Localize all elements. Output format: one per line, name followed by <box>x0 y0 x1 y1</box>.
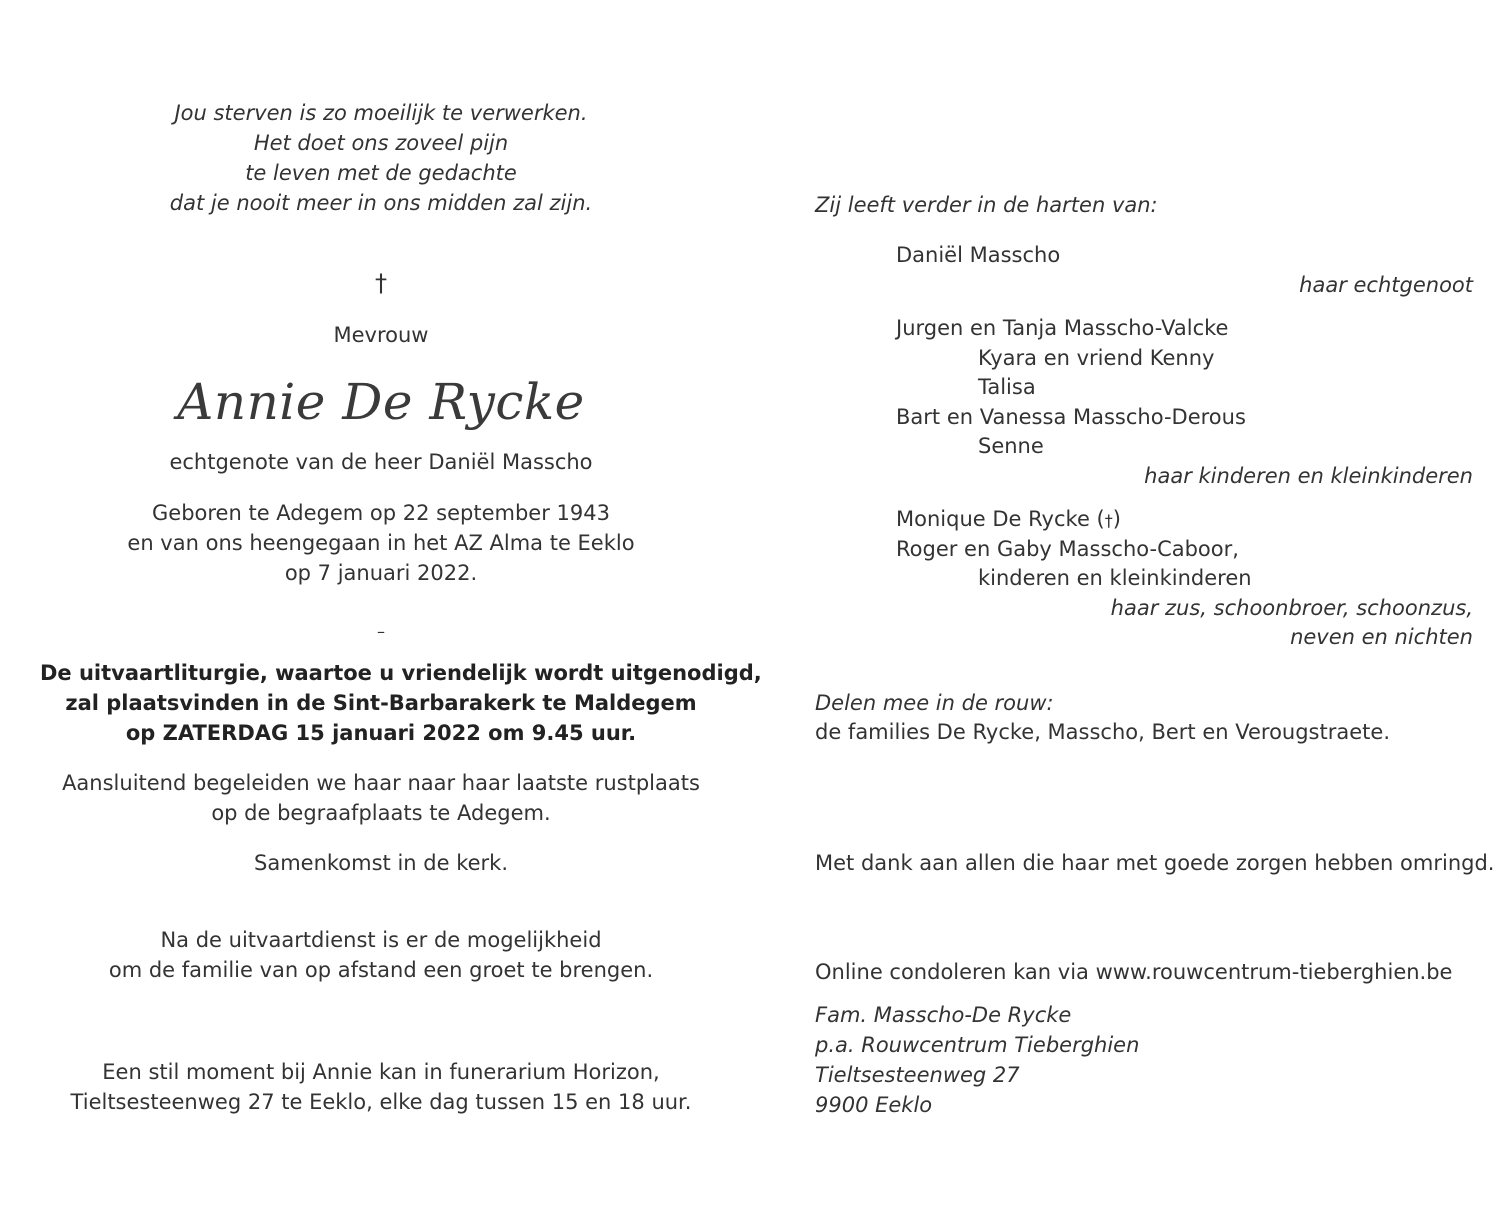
sharing-intro: Delen mee in de rouw: <box>815 691 1054 715</box>
sister-name-text: Monique De Rycke ( <box>896 507 1105 531</box>
visitation-line: Tieltsesteenweg 27 te Eeklo, elke dag tussen 15 en 18 uur. <box>70 1090 692 1114</box>
poem-line: dat je nooit meer in ons midden zal zijn. <box>169 191 593 215</box>
burial-info <box>40 768 722 828</box>
birth-death-line: Geboren te Adegem op 22 september 1943 <box>152 501 610 525</box>
siblings-relation: haar zus, schoonbroer, schoonzus, <box>1110 596 1473 620</box>
address-line: Tieltsesteenweg 27 <box>815 1063 1020 1087</box>
cross-icon: † <box>375 269 387 297</box>
family2-name: Bart en Vanessa Masscho-Derous <box>896 405 1246 429</box>
inlaws-kids: kinderen en kleinkinderen <box>978 566 1252 590</box>
funeral-line: De uitvaartliturgie, waartoe u vriendelijk wordt uitgenodigd, <box>40 661 762 685</box>
family1-kid: Kyara en vriend Kenny <box>978 346 1215 370</box>
deceased-name: Annie De Rycke <box>177 373 585 431</box>
visitation-info <box>40 1057 722 1117</box>
online-condolences: Online condoleren kan via www.rouwcentrum-tieberghien.be <box>815 960 1453 984</box>
poem-line: Jou sterven is zo moeilijk te verwerken. <box>174 101 588 125</box>
spouse-line: echtgenote van de heer Daniël Masscho <box>169 450 593 474</box>
mourners-intro: Zij leeft verder in de harten van: <box>815 193 1158 217</box>
burial-line: Aansluitend begeleiden we haar naar haar laatste rustplaats <box>62 771 700 795</box>
family2-kid: Senne <box>978 434 1044 458</box>
family1-kid: Talisa <box>978 375 1036 399</box>
funeral-announcement <box>40 658 762 748</box>
burial-line: op de begraafplaats te Adegem. <box>211 801 551 825</box>
visitation-line: Een stil moment bij Annie kan in funerarium Horizon, <box>102 1060 660 1084</box>
address-line: p.a. Rouwcentrum Tieberghien <box>815 1033 1140 1057</box>
poem <box>40 98 722 218</box>
family1-name: Jurgen en Tanja Masscho-Valcke <box>896 316 1229 340</box>
funeral-line: op ZATERDAG 15 januari 2022 om 9.45 uur. <box>125 721 637 745</box>
poem-line: Het doet ons zoveel pijn <box>253 131 509 155</box>
sister-name-end: ) <box>1112 507 1121 531</box>
birth-death-line: en van ons heengegaan in het AZ Alma te Eeklo <box>127 531 635 555</box>
inlaws-name: Roger en Gaby Masscho-Caboor, <box>896 537 1239 561</box>
greeting-line: om de familie van op afstand een groet te brengen. <box>108 958 654 982</box>
husband-relation: haar echtgenoot <box>1299 273 1473 297</box>
greeting-info <box>40 925 722 985</box>
thanks: Met dank aan allen die haar met goede zorgen hebben omringd. <box>815 851 1495 875</box>
gathering: Samenkomst in de kerk. <box>254 851 508 875</box>
husband-name: Daniël Masscho <box>896 243 1061 267</box>
poem-line: te leven met de gedachte <box>245 161 517 185</box>
address-line: Fam. Masscho-De Rycke <box>815 1003 1072 1027</box>
contact-address <box>815 1000 1139 1120</box>
separator: – <box>377 622 385 641</box>
birth-death-line: op 7 januari 2022. <box>284 561 478 585</box>
salutation: Mevrouw <box>333 323 429 347</box>
address-line: 9900 Eeklo <box>815 1093 933 1117</box>
cross-icon: † <box>1104 511 1113 530</box>
sister-name <box>896 504 1121 536</box>
sharing-families: de families De Rycke, Masscho, Bert en Verougstraete. <box>815 720 1390 744</box>
children-relation: haar kinderen en kleinkinderen <box>1144 464 1473 488</box>
funeral-line: zal plaatsvinden in de Sint-Barbarakerk te Maldegem <box>65 691 697 715</box>
greeting-line: Na de uitvaartdienst is er de mogelijkheid <box>160 928 602 952</box>
siblings-relation: neven en nichten <box>1290 625 1473 649</box>
birth-death <box>40 498 722 588</box>
